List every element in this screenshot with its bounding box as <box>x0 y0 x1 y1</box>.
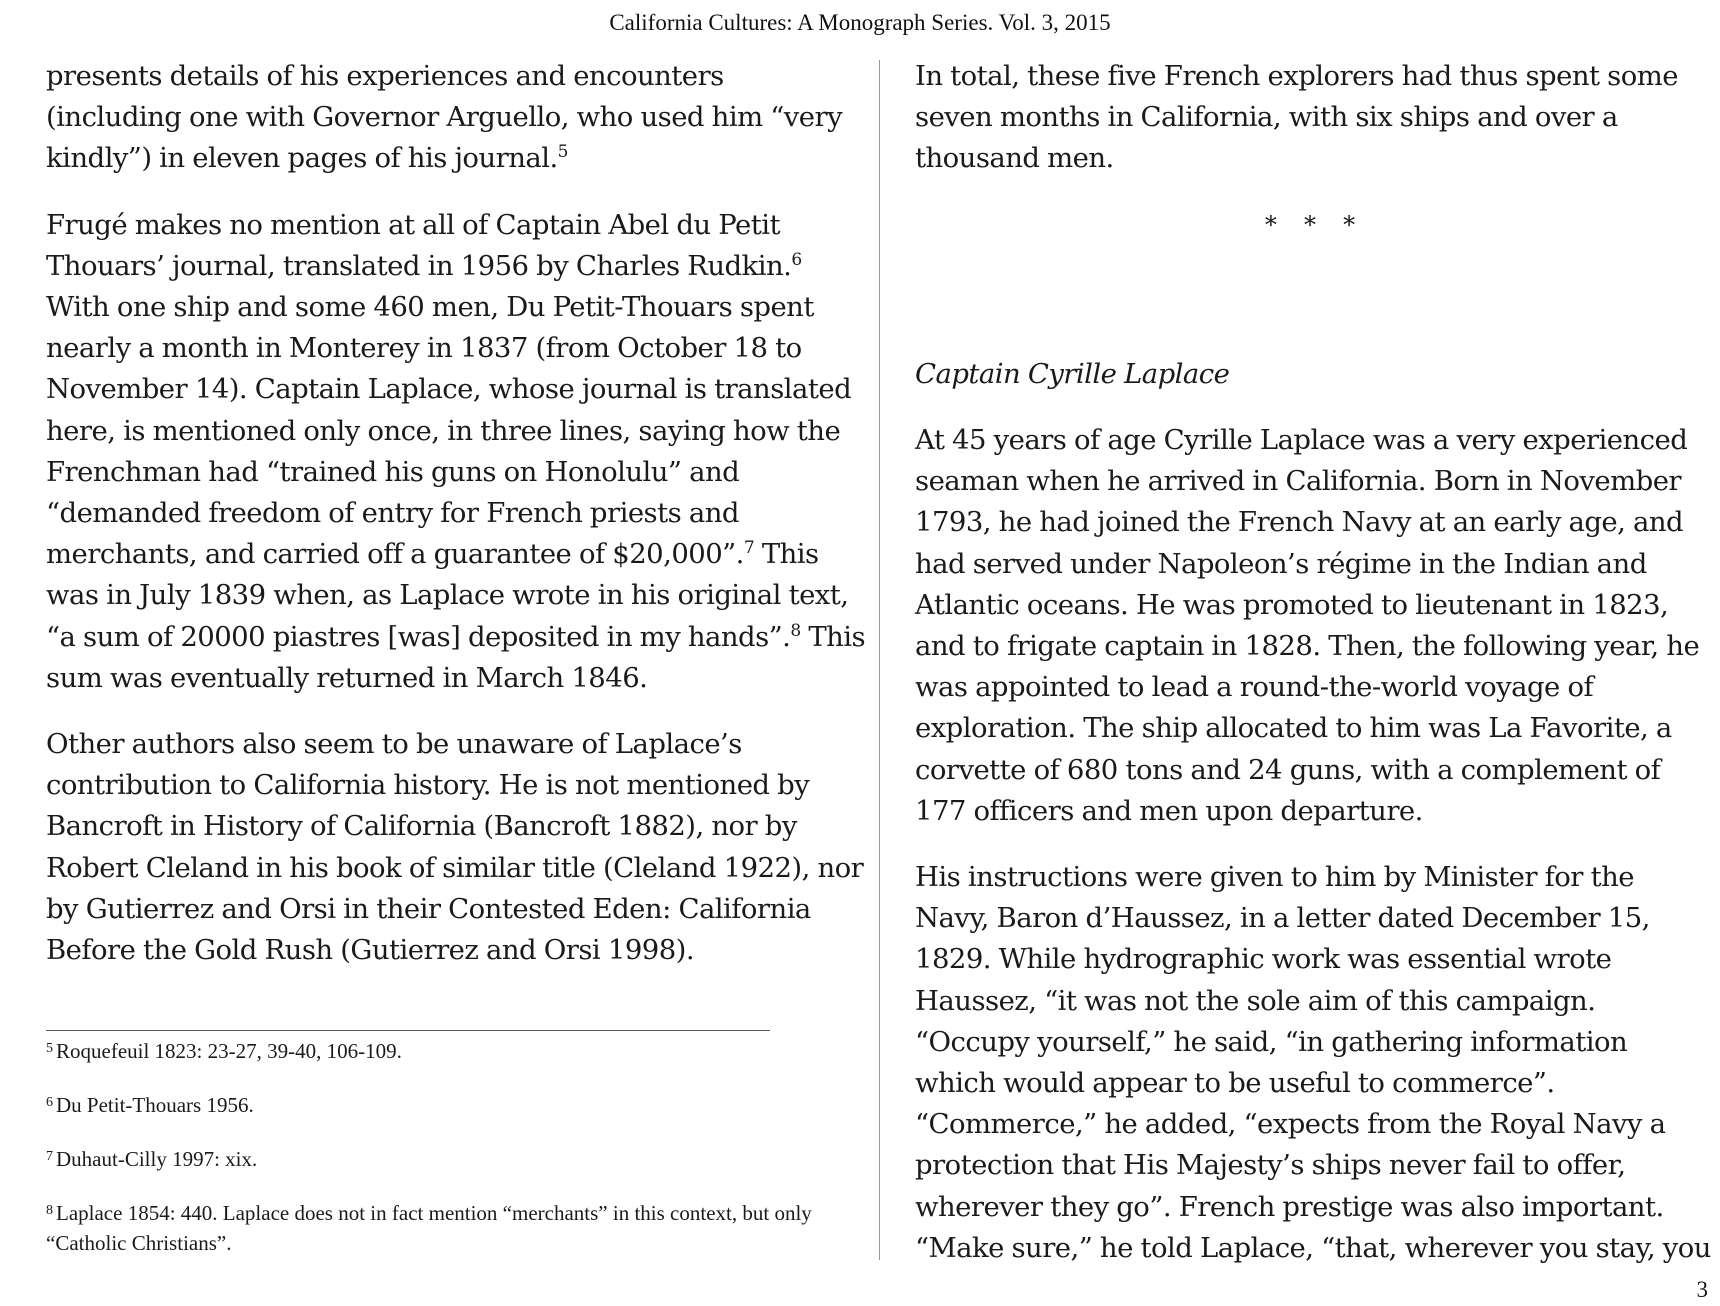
section-title: Captain Cyrille Laplace <box>915 357 1230 390</box>
footnote-5 <box>46 1036 861 1066</box>
left-paragraph-2-text-a: Frugé makes no mention at all of Captain Abel du Petit Thouars’ journal, translated in 1956 by Charles Rudkin. <box>46 208 792 282</box>
left-paragraph-1 <box>46 56 866 180</box>
footnote-8 <box>46 1198 861 1258</box>
footnote-text: Roquefeuil 1823: 23-27, 39-40, 106-109. <box>56 1039 402 1063</box>
footnote-separator-rule <box>46 1030 770 1031</box>
footnote-ref-8[interactable]: 8 <box>790 620 801 641</box>
right-column <box>915 56 1715 1294</box>
left-paragraph-2-text-c: This was in July 1839 when, as Laplace wrote in his original text, “a sum of 20000 piastres [was] deposited in my hands”. <box>46 538 849 653</box>
footnote-number: 8 <box>46 1203 53 1218</box>
footnote-text: Du Petit-Thouars 1956. <box>56 1093 254 1117</box>
left-paragraph-2 <box>46 205 866 699</box>
left-column <box>46 56 866 996</box>
footnote-ref-7[interactable]: 7 <box>743 538 755 559</box>
page-number: 3 <box>1696 1277 1708 1302</box>
right-paragraph-1: In total, these five French explorers had thus spent some seven months in California, with six ships and over a thousand men. <box>915 60 1679 175</box>
footnote-text: Laplace 1854: 440. Laplace does not in fact mention “merchants” in this context, but only “Catholic Christians”. <box>46 1201 812 1255</box>
footnote-text: Duhaut-Cilly 1997: xix. <box>56 1147 258 1171</box>
left-paragraph-2-text-d: This sum was eventually returned in March 1846. <box>46 620 866 694</box>
footnote-ref-6[interactable]: 6 <box>791 249 802 270</box>
footnote-number: 6 <box>46 1095 53 1110</box>
footnote-7 <box>46 1144 861 1174</box>
column-divider <box>879 60 880 1260</box>
left-paragraph-2-text-b: With one ship and some 460 men, Du Petit-Thouars spent nearly a month in Monterey in 1837 (from October 18 to November 14). Captain Laplace, whose journal is translated here, is mentioned only once, in three lines, saying how the Frenchman had “trained his guns on Honolulu” and “demanded freedom of entry for French priests and merchants, and carried off a guarantee of $20,000”. <box>46 291 852 571</box>
footnote-ref-5[interactable]: 5 <box>557 142 568 163</box>
right-paragraph-2: At 45 years of age Cyrille Laplace was a very experienced seaman when he arrived in California. Born in November 1793, he had joined the French Navy at an early age, and had served under Napoleon’s régime in the Indian and Atlantic oceans. He was promoted to lieutenant in 1823, and to frigate captain in 1828. Then, the following year, he was appointed to lead a round-the-world voyage of exploration. The ship allocated to him was La Favorite, a corvette of 680 tons and 24 guns, with a complement of 177 officers and men upon departure. <box>915 424 1700 827</box>
footnote-6 <box>46 1090 861 1120</box>
footnotes <box>46 1036 861 1282</box>
footnote-number: 7 <box>46 1149 53 1164</box>
right-paragraph-3: His instructions were given to him by Minister for the Navy, Baron d’Haussez, in a letter dated December 15, 1829. While hydrographic work was essential wrote Haussez, “it was not the sole aim of this campaign. “Occupy yourself,” he said, “in gathering information which would appear to be useful to commerce”. “Commerce,” he added, “expects from the Royal Navy a protection that His Majesty’s ships never fail to offer, wherever they go”. French prestige was also important. “Make sure,” he told Laplace, “that, wherever you stay, you <box>915 861 1711 1264</box>
left-paragraph-1-text: presents details of his experiences and encounters (including one with Governor Arguello, who used him “very kindly”) in eleven pages of his journal. <box>46 60 843 175</box>
running-head: California Cultures: A Monograph Series. Vol. 3, 2015 <box>609 10 1111 35</box>
footnote-number: 5 <box>46 1041 53 1056</box>
left-paragraph-3: Other authors also seem to be unaware of Laplace’s contribution to California history. He is not mentioned by Bancroft in History of California (Bancroft 1882), nor by Robert Cleland in his book of similar title (Cleland 1922), nor by Gutierrez and Orsi in their Contested Eden: California Before the Gold Rush (Gutierrez and Orsi 1998). <box>46 728 864 967</box>
section-separator: * * * <box>1264 210 1366 239</box>
